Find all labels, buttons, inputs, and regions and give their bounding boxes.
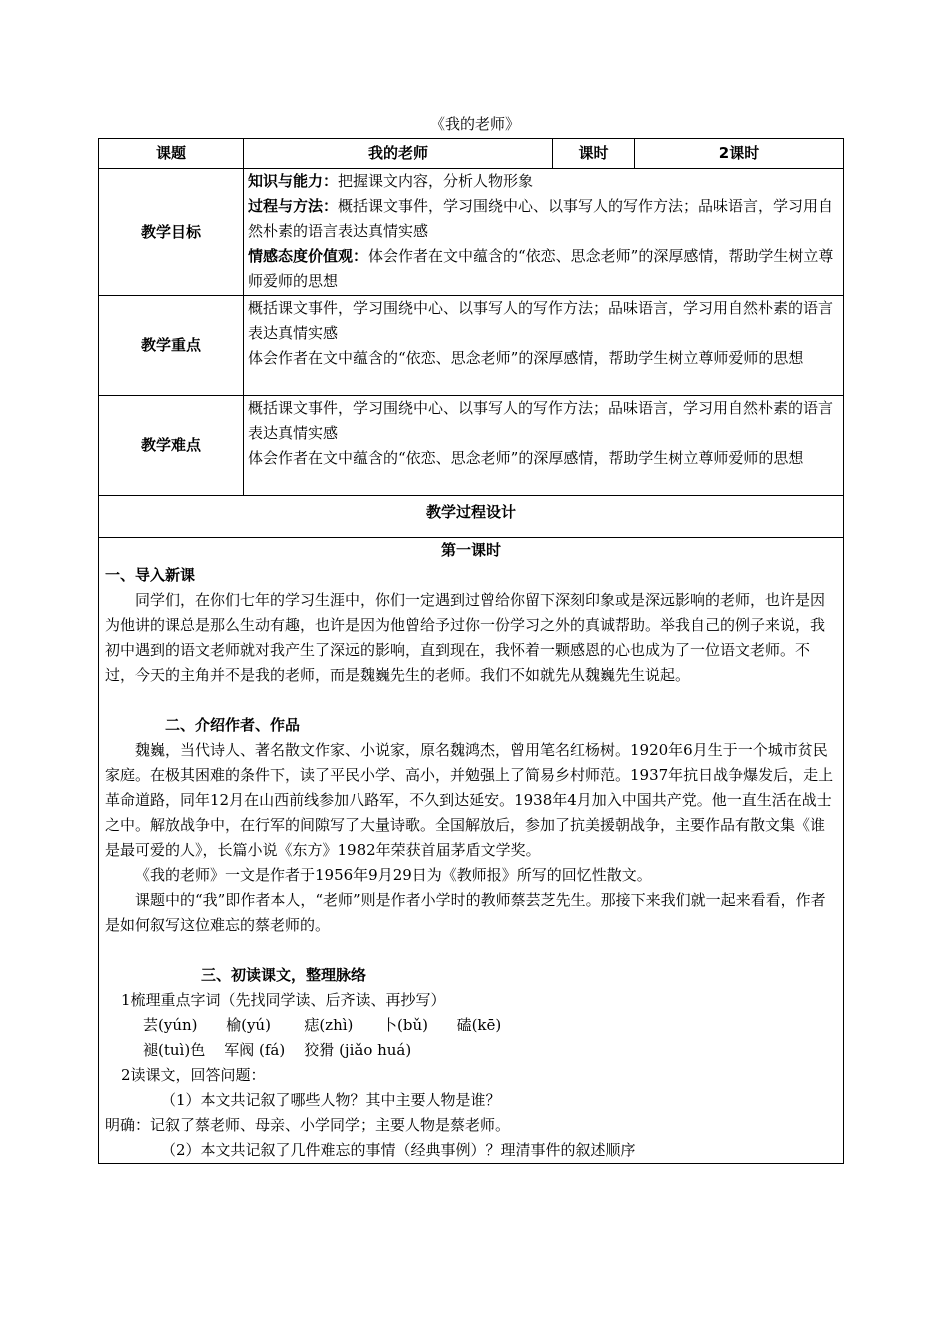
knowledge-label: 知识与能力： — [248, 172, 339, 190]
period-label: 课时 — [553, 139, 635, 169]
section-3-item-2: 2读课文，回答问题： — [121, 1066, 266, 1084]
process-row — [99, 538, 844, 1164]
question-1: （1）本文共记叙了哪些人物？其中主要人物是谁？ — [161, 1091, 501, 1109]
document-title: 《我的老师》 — [429, 115, 520, 133]
section-2-paragraph-2: 《我的老师》一文是作者于1956年9月29日为《教师报》所写的回忆性散文。 — [135, 866, 652, 884]
vocab-line-2: 褪(tuì)色 军阀 (fá) 狡猾 (jiǎo huá) — [143, 1041, 412, 1059]
key-points-line-1: 概括课文事件，学习围绕中心、以事写人的写作方法；品味语言，学习用自然朴素的语言表达真情实感 — [248, 299, 834, 342]
knowledge-text: 把握课文内容，分析人物形象 — [338, 172, 534, 190]
section-1-title: 一、导入新课 — [105, 566, 196, 584]
process-header: 教学过程设计 — [99, 496, 844, 538]
section-2-paragraph-3: 课题中的“我”即作者本人，“老师”则是作者小学时的教师蔡芸芝先生。那接下来我们就一起来看看，作者是如何叙写这位难忘的蔡老师的。 — [105, 891, 826, 934]
difficult-points-line-1: 概括课文事件，学习围绕中心、以事写人的写作方法；品味语言，学习用自然朴素的语言表达真情实感 — [248, 399, 834, 442]
difficult-points-line-2: 体会作者在文中蕴含的“依恋、思念老师”的深厚感情，帮助学生树立尊师爱师的思想 — [248, 449, 804, 467]
difficult-points-row — [99, 396, 844, 496]
topic-label: 课题 — [99, 139, 244, 169]
section-3-title: 三、初读课文，整理脉络 — [201, 966, 367, 984]
process-method-label: 过程与方法： — [248, 197, 339, 215]
vocab-line-1: 芸(yún) 榆(yú) 痣(zhì) 卜(bǔ) 磕(kē) — [143, 1016, 502, 1034]
difficult-points-label: 教学难点 — [99, 396, 244, 496]
section-2-title: 二、介绍作者、作品 — [165, 716, 301, 734]
process-method-text: 概括课文事件，学习围绕中心、以事写人的写作方法；品味语言，学习用自然朴素的语言表达真情实感 — [248, 197, 834, 240]
goals-label: 教学目标 — [99, 169, 244, 296]
lesson-plan-table — [98, 138, 844, 1164]
key-points-line-2: 体会作者在文中蕴含的“依恋、思念老师”的深厚感情，帮助学生树立尊师爱师的思想 — [248, 349, 804, 367]
key-points-label: 教学重点 — [99, 296, 244, 396]
question-2: （2）本文共记叙了几件难忘的事情（经典事例）？理清事件的叙述顺序 — [161, 1141, 636, 1159]
process-content — [99, 538, 844, 1164]
process-header-row — [99, 496, 844, 538]
emotion-label: 情感态度价值观： — [248, 247, 369, 265]
section-1-paragraph: 同学们，在你们七年的学习生涯中，你们一定遇到过曾给你留下深刻印象或是深远影响的老师，也许是因为他讲的课总是那么生动有趣，也许是因为他曾给予过你一份学习之外的真诚帮助。举我自己的例子来说，我初中遇到的语文老师就对我产生了深远的影响，直到现在，我怀着一颗感恩的心也成为了一位语文老师。不过，今天的主角并不是我的老师，而是魏巍先生的老师。我们不如就先从魏巍先生说起。 — [105, 591, 826, 684]
header-row — [99, 139, 844, 169]
difficult-points-content — [244, 396, 844, 496]
lesson-title: 第一课时 — [440, 541, 501, 559]
goals-row — [99, 169, 844, 296]
emotion-text: 体会作者在文中蕴含的“依恋、思念老师”的深厚感情，帮助学生树立尊师爱师的思想 — [248, 247, 834, 290]
topic-value: 我的老师 — [244, 139, 553, 169]
section-2-paragraph-1: 魏巍，当代诗人、著名散文作家、小说家，原名魏鸿杰，曾用笔名红杨树。1920年6月生于一个城市贫民家庭。在极其困难的条件下，读了平民小学、高小，并勉强上了简易乡村师范。1937年抗日战争爆发后，走上革命道路，同年12月在山西前线参加八路军，不久到达延安。1938年4月加入中国共产党。他一直生活在战士之中。解放战争中，在行军的间隙写了大量诗歌。全国解放后，参加了抗美援朝战争，主要作品有散文集《谁是最可爱的人》，长篇小说《东方》1982年荣获首届茅盾文学奖。 — [105, 741, 834, 859]
answer-1: 明确：记叙了蔡老师、母亲、小学同学；主要人物是蔡老师。 — [105, 1116, 511, 1134]
goals-content — [244, 169, 844, 296]
key-points-content — [244, 296, 844, 396]
section-3-item-1: 1梳理重点字词（先找同学读、后齐读、再抄写） — [121, 991, 446, 1009]
key-points-row — [99, 296, 844, 396]
period-value: 2课时 — [635, 139, 844, 169]
